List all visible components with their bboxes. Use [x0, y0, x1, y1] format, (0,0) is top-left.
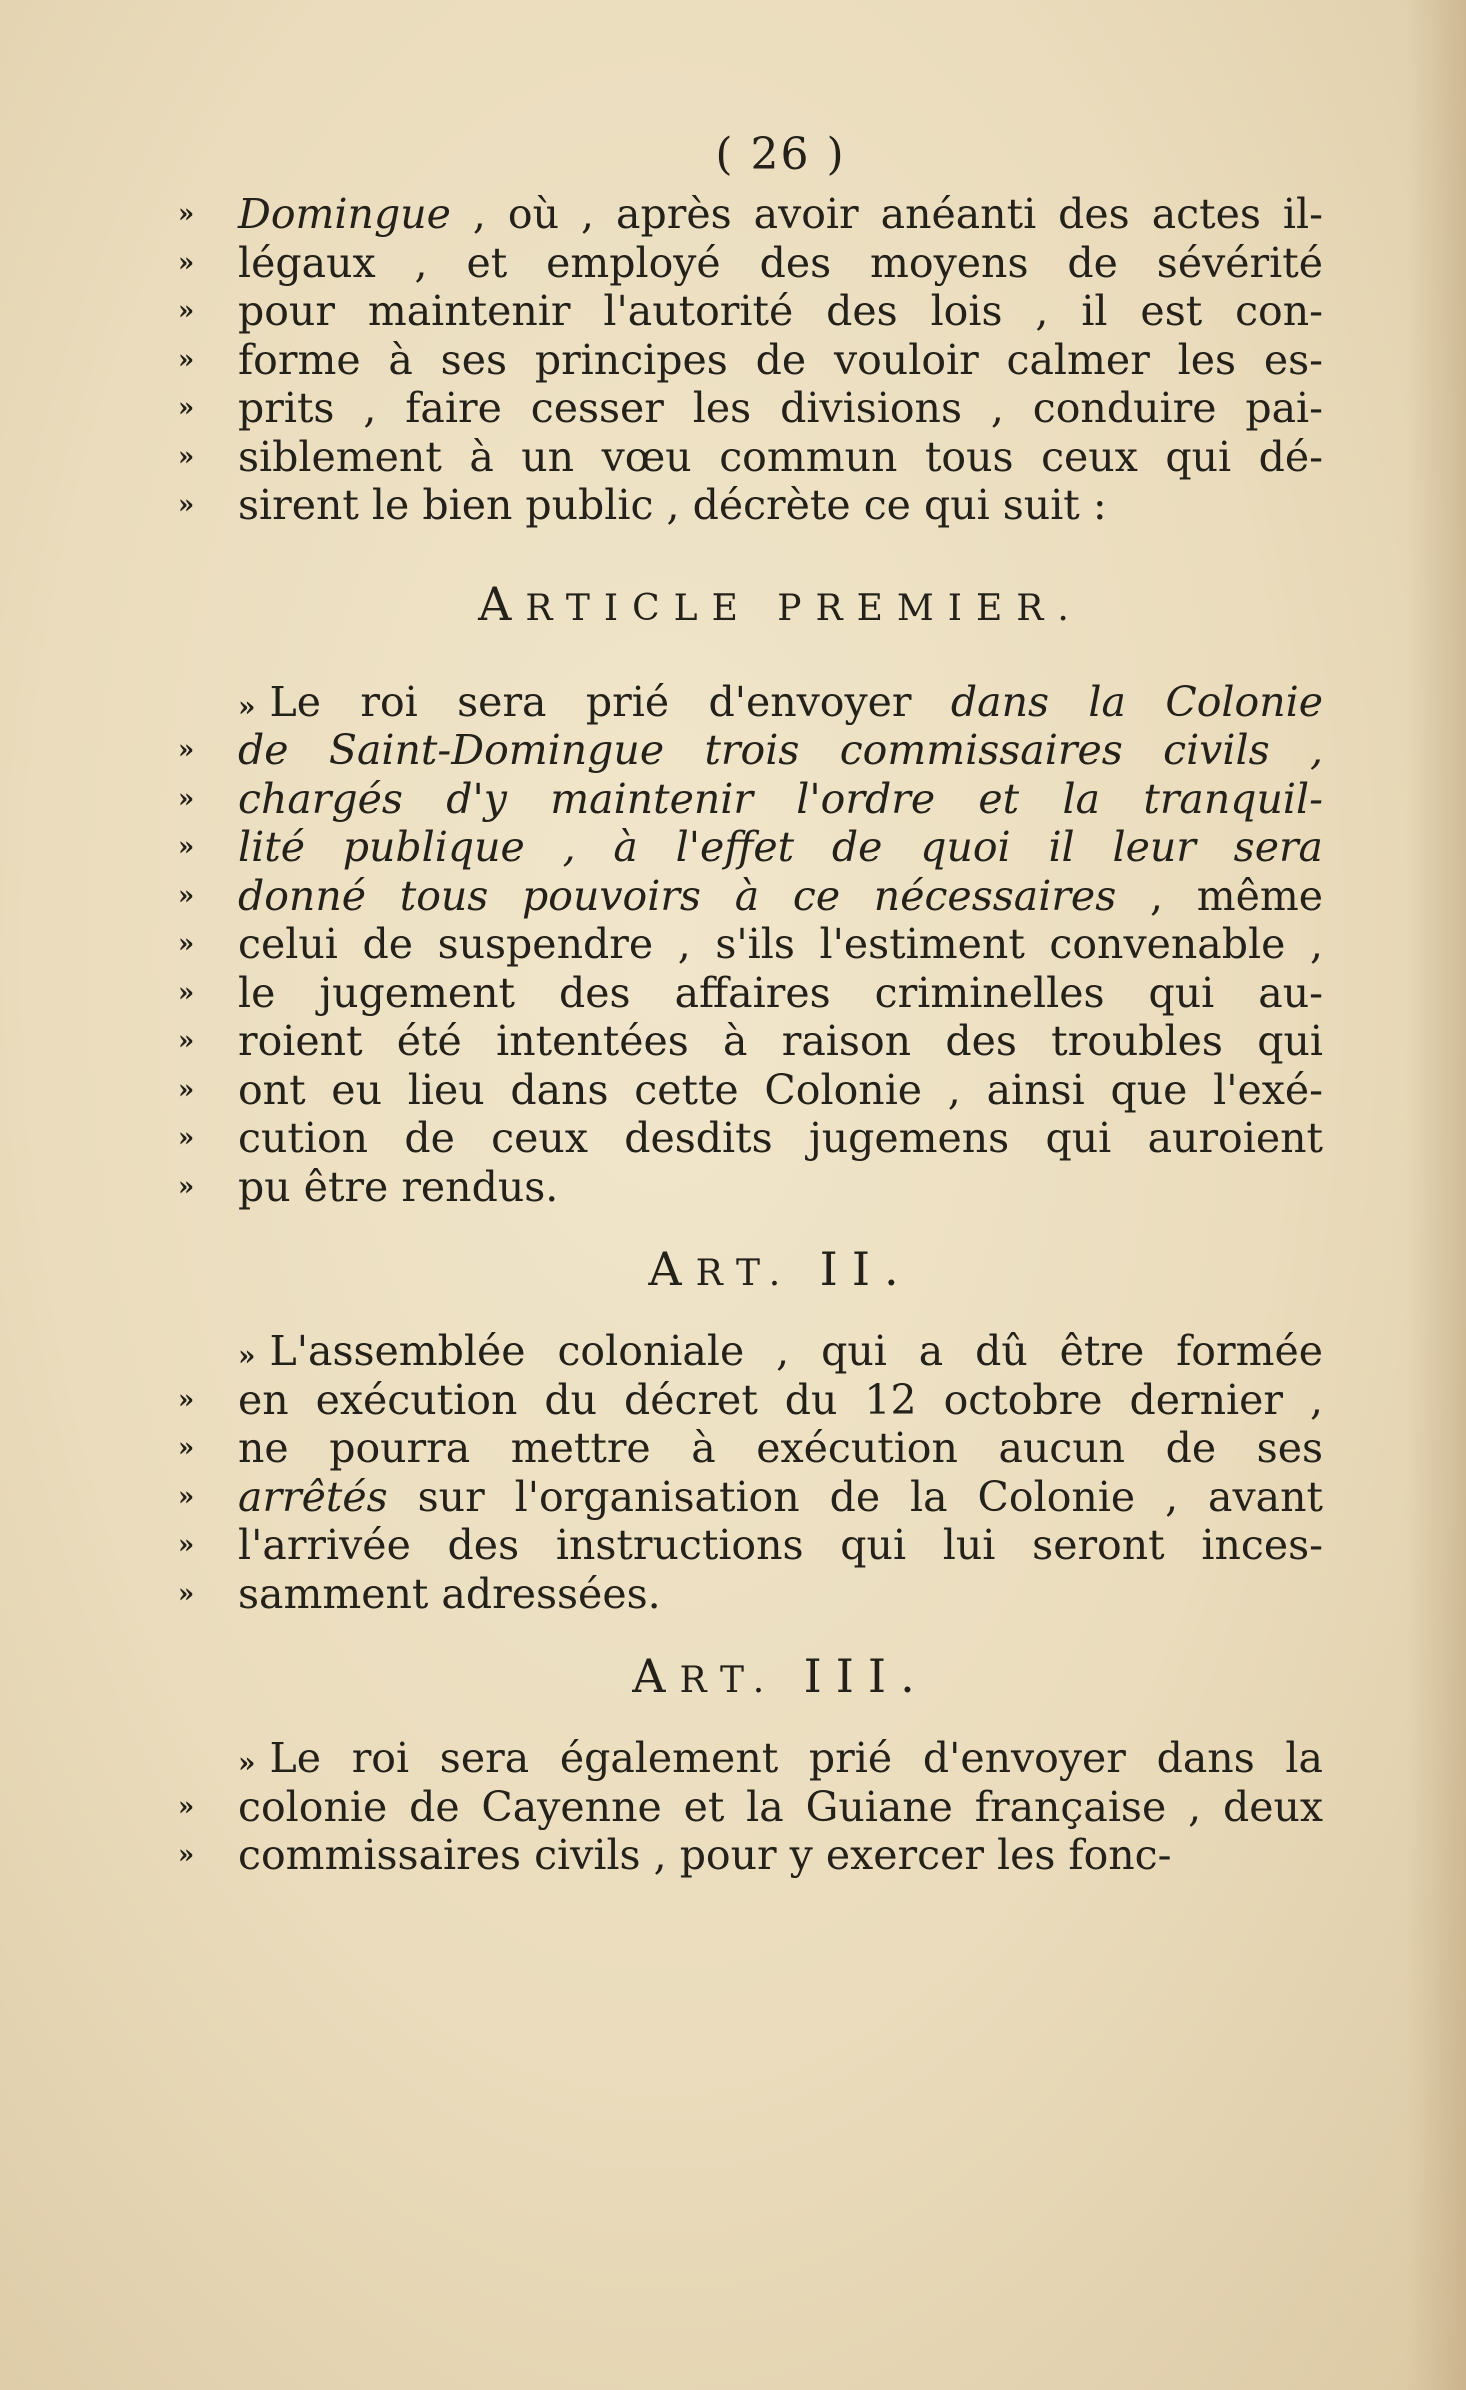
line-text: siblement à un vœu commun tous ceux qui dé-	[238, 432, 1323, 481]
line-text: , même	[1116, 871, 1323, 920]
text-line	[178, 1114, 1323, 1163]
italic-text: lité publique , à l'effet de quoi il leur sera	[238, 823, 1323, 871]
line-text: Le roi sera prié d'envoyer	[269, 677, 951, 726]
quote-mark: »	[178, 247, 195, 278]
quote-mark: »	[238, 1746, 256, 1779]
text-line	[178, 239, 1323, 288]
quote-mark: »	[178, 1384, 195, 1415]
heading-initial: A	[648, 1242, 696, 1296]
quote-mark: »	[178, 783, 195, 814]
line-text: le jugement des affaires criminelles qui au-	[238, 968, 1323, 1017]
text-line	[178, 1327, 1323, 1376]
quote-mark: »	[238, 689, 256, 723]
page-edge-shadow	[1406, 0, 1466, 2390]
heading-initial: A	[632, 1649, 680, 1703]
text-line	[178, 287, 1323, 336]
heading-rest: RT.	[679, 1660, 779, 1701]
line-text: samment adressées.	[238, 1569, 661, 1618]
quote-mark: »	[178, 929, 195, 959]
page-number: ( 26 )	[715, 129, 846, 180]
text-line	[178, 1017, 1323, 1066]
quote-mark: »	[178, 977, 195, 1008]
text-line	[178, 1473, 1323, 1522]
text-line	[178, 1831, 1323, 1880]
quote-mark: »	[178, 832, 195, 862]
text-line	[178, 1521, 1323, 1570]
quote-mark: »	[178, 393, 195, 423]
line-text: commissaires civils , pour y exercer les fonc-	[238, 1831, 1172, 1879]
quote-mark: »	[178, 1123, 195, 1153]
text-line	[178, 1734, 1323, 1783]
quote-mark: »	[178, 1578, 195, 1609]
line-text: légaux , et employé des moyens de sévérité	[238, 238, 1323, 287]
text-line	[178, 920, 1323, 969]
text-line	[178, 1424, 1323, 1473]
text-line	[178, 481, 1323, 530]
text-line	[178, 433, 1323, 482]
quote-mark: »	[178, 1433, 195, 1463]
text-line	[178, 1163, 1323, 1212]
line-text: colonie de Cayenne et la Guiane française , deux	[238, 1782, 1323, 1831]
italic-text: dans la Colonie	[950, 677, 1323, 726]
quote-mark: »	[178, 199, 195, 229]
line-text: forme à ses principes de vouloir calmer les es-	[238, 335, 1323, 384]
line-text: sur l'organisation de la Colonie , avant	[387, 1472, 1323, 1521]
paragraph-continuation	[178, 190, 1323, 530]
heading-rest: RT.	[695, 1253, 795, 1294]
text-line	[178, 1570, 1323, 1619]
line-text: l'arrivée des instructions qui lui seront inces-	[238, 1521, 1323, 1569]
italic-text: chargés d'y maintenir l'ordre et la tranquil-	[238, 774, 1323, 823]
article-heading-1	[238, 574, 1323, 634]
heading-rest: RTICLE PREMIER.	[525, 587, 1083, 629]
line-text: pu être rendus.	[238, 1162, 559, 1211]
heading-numeral: III.	[803, 1649, 929, 1703]
text-line	[178, 336, 1323, 385]
line-text: celui de suspendre , s'ils l'estiment convenable ,	[238, 920, 1323, 968]
text-line	[178, 726, 1323, 775]
line-text: prits , faire cesser les divisions , conduire pai-	[238, 384, 1323, 432]
text-line	[178, 872, 1323, 921]
quote-mark: »	[178, 296, 195, 326]
line-text: ont eu lieu dans cette Colonie , ainsi que l'exé-	[238, 1065, 1323, 1114]
text-line	[178, 1066, 1323, 1115]
quote-mark: »	[178, 1791, 195, 1822]
line-text: Le roi sera également prié d'envoyer dans la	[269, 1734, 1323, 1782]
heading-numeral: II.	[819, 1242, 913, 1296]
line-text: ne pourra mettre à exécution aucun de ses	[238, 1424, 1323, 1472]
italic-text: de Saint-Domingue trois commissaires civils ,	[238, 726, 1323, 774]
italic-text: Domingue	[238, 190, 451, 238]
quote-mark: »	[178, 1026, 195, 1056]
quote-mark: »	[178, 441, 195, 472]
article-heading-3	[238, 1646, 1323, 1706]
text-line	[178, 1783, 1323, 1832]
text-line	[178, 384, 1323, 433]
text-line	[178, 775, 1323, 824]
quote-mark: »	[178, 735, 195, 765]
quote-mark: »	[178, 490, 195, 520]
quote-mark: »	[238, 1339, 256, 1372]
line-text: roient été intentées à raison des troubles qui	[238, 1017, 1323, 1065]
article-heading-2	[238, 1239, 1323, 1299]
text-block	[178, 120, 1323, 1880]
text-line	[178, 678, 1323, 727]
quote-mark: »	[178, 344, 195, 375]
text-line	[178, 190, 1323, 239]
quote-mark: »	[178, 880, 195, 911]
line-text: L'assemblée coloniale , qui a dû être formée	[269, 1327, 1323, 1375]
text-line	[178, 823, 1323, 872]
quote-mark: »	[178, 1840, 195, 1870]
italic-text: donné tous pouvoirs à ce nécessaires	[238, 871, 1117, 920]
article-3-body	[178, 1734, 1323, 1880]
italic-text: arrêtés	[238, 1472, 388, 1521]
line-text: en exécution du décret du 12 octobre dernier ,	[238, 1375, 1323, 1424]
text-line	[178, 1376, 1323, 1425]
line-text: pour maintenir l'autorité des lois , il est con-	[238, 287, 1323, 335]
quote-mark: »	[178, 1074, 195, 1105]
line-text: sirent le bien public , décrète ce qui suit :	[238, 481, 1107, 529]
line-text: cution de ceux desdits jugemens qui auroient	[238, 1114, 1323, 1162]
quote-mark: »	[178, 1481, 195, 1512]
heading-initial: A	[478, 576, 526, 631]
quote-mark: »	[178, 1530, 195, 1560]
text-line	[178, 969, 1323, 1018]
quote-mark: »	[178, 1171, 195, 1202]
article-1-body	[178, 678, 1323, 1212]
article-2-body	[178, 1327, 1323, 1618]
line-text: , où , après avoir anéanti des actes il-	[450, 190, 1323, 238]
